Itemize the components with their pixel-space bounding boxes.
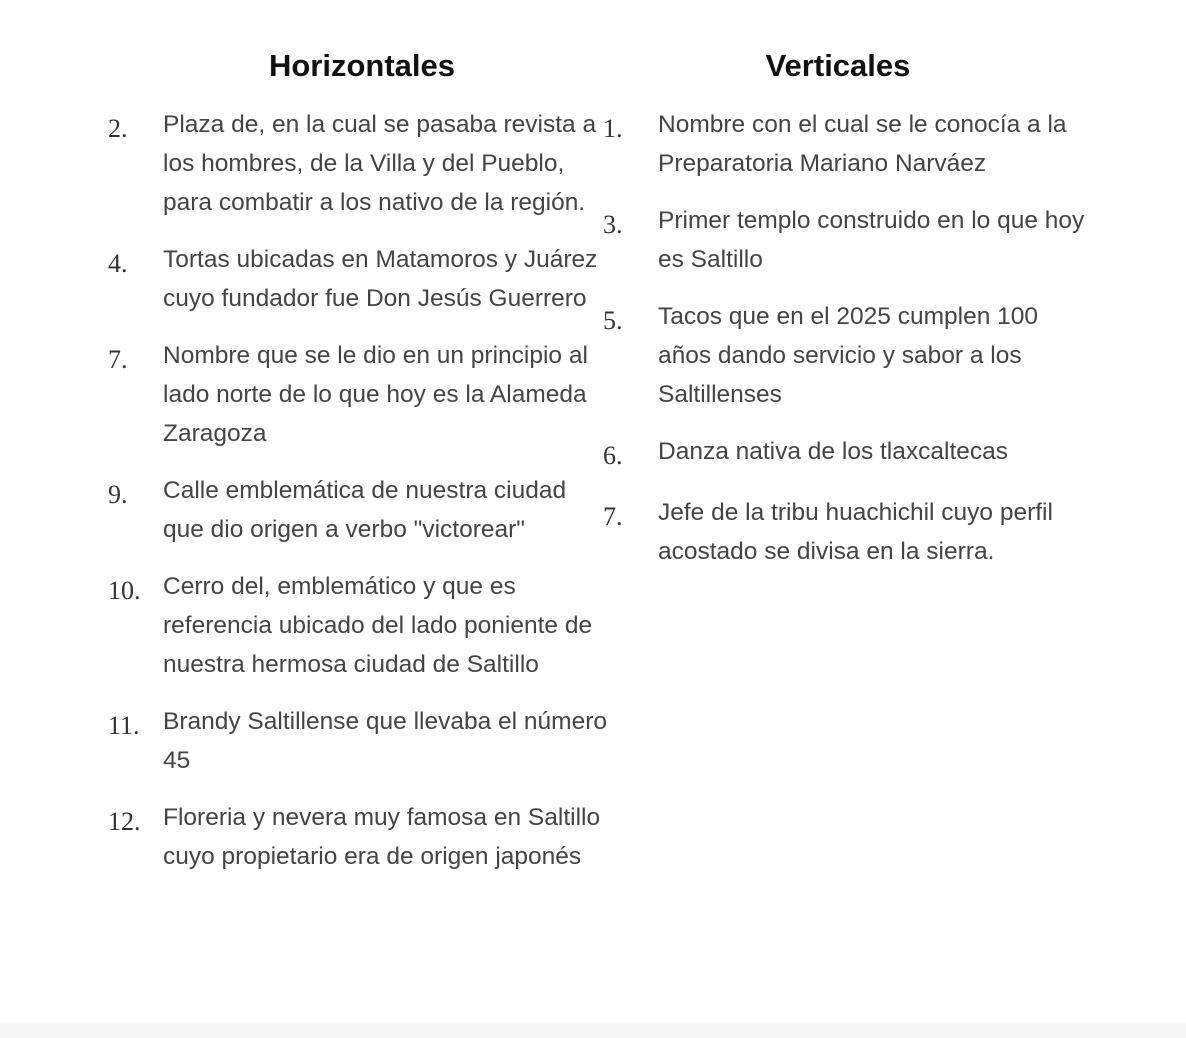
clue-item bbox=[108, 567, 608, 684]
clue-number: 11. bbox=[108, 711, 140, 740]
clue-item bbox=[108, 336, 608, 453]
clue-text: Floreria y nevera muy famosa en Saltillo cuyo propietario era de origen japonés bbox=[163, 804, 601, 870]
horizontales-column bbox=[108, 44, 608, 894]
clue-number: 2. bbox=[108, 114, 128, 143]
clue-item bbox=[108, 798, 608, 876]
clue-item bbox=[108, 105, 608, 222]
clue-item bbox=[603, 432, 1093, 475]
horizontales-clue-list bbox=[108, 105, 608, 876]
clue-number: 5. bbox=[603, 306, 623, 335]
clue-item bbox=[603, 493, 1093, 571]
clue-item bbox=[108, 702, 608, 780]
verticales-column bbox=[603, 44, 1093, 589]
clue-item bbox=[108, 240, 608, 318]
clue-text: Primer templo construido en lo que hoy es Saltillo bbox=[658, 207, 1085, 273]
clue-number: 6. bbox=[603, 441, 623, 470]
clue-text: Cerro del, emblemático y que es referencia ubicado del lado poniente de nuestra hermosa ciudad de Saltillo bbox=[163, 573, 593, 678]
clue-text: Danza nativa de los tlaxcaltecas bbox=[658, 438, 1008, 465]
clue-text: Nombre con el cual se le conocía a la Preparatoria Mariano Narváez bbox=[658, 111, 1067, 177]
clue-text: Plaza de, en la cual se pasaba revista a los hombres, de la Villa y del Pueblo, para combatir a los nativo de la región. bbox=[163, 111, 597, 216]
clue-item bbox=[603, 201, 1093, 279]
clue-text: Jefe de la tribu huachichil cuyo perfil acostado se divisa en la sierra. bbox=[658, 499, 1053, 565]
clue-text: Tacos que en el 2025 cumplen 100 años dando servicio y sabor a los Saltillenses bbox=[658, 303, 1039, 408]
clue-number: 4. bbox=[108, 249, 128, 278]
clue-number: 7. bbox=[108, 345, 128, 374]
verticales-title: Verticales bbox=[765, 48, 911, 83]
clue-number: 12. bbox=[108, 807, 141, 836]
horizontales-title: Horizontales bbox=[268, 48, 456, 83]
clue-text: Brandy Saltillense que llevaba el número 45 bbox=[163, 708, 607, 774]
clue-number: 3. bbox=[603, 210, 623, 239]
clue-item bbox=[108, 471, 608, 549]
clue-number: 10. bbox=[108, 576, 141, 605]
bottom-strip bbox=[0, 1022, 1186, 1038]
clue-text: Tortas ubicadas en Matamoros y Juárez cuyo fundador fue Don Jesús Guerrero bbox=[163, 246, 598, 312]
clue-item bbox=[603, 297, 1093, 414]
clue-number: 1. bbox=[603, 114, 623, 143]
clue-text: Calle emblemática de nuestra ciudad que dio origen a verbo "victorear" bbox=[163, 477, 567, 543]
clue-number: 7. bbox=[603, 502, 623, 531]
verticales-clue-list bbox=[603, 105, 1093, 571]
clue-text: Nombre que se le dio en un principio al lado norte de lo que hoy es la Alameda Zaragoza bbox=[163, 342, 588, 447]
clue-item bbox=[603, 105, 1093, 183]
clue-number: 9. bbox=[108, 480, 128, 509]
